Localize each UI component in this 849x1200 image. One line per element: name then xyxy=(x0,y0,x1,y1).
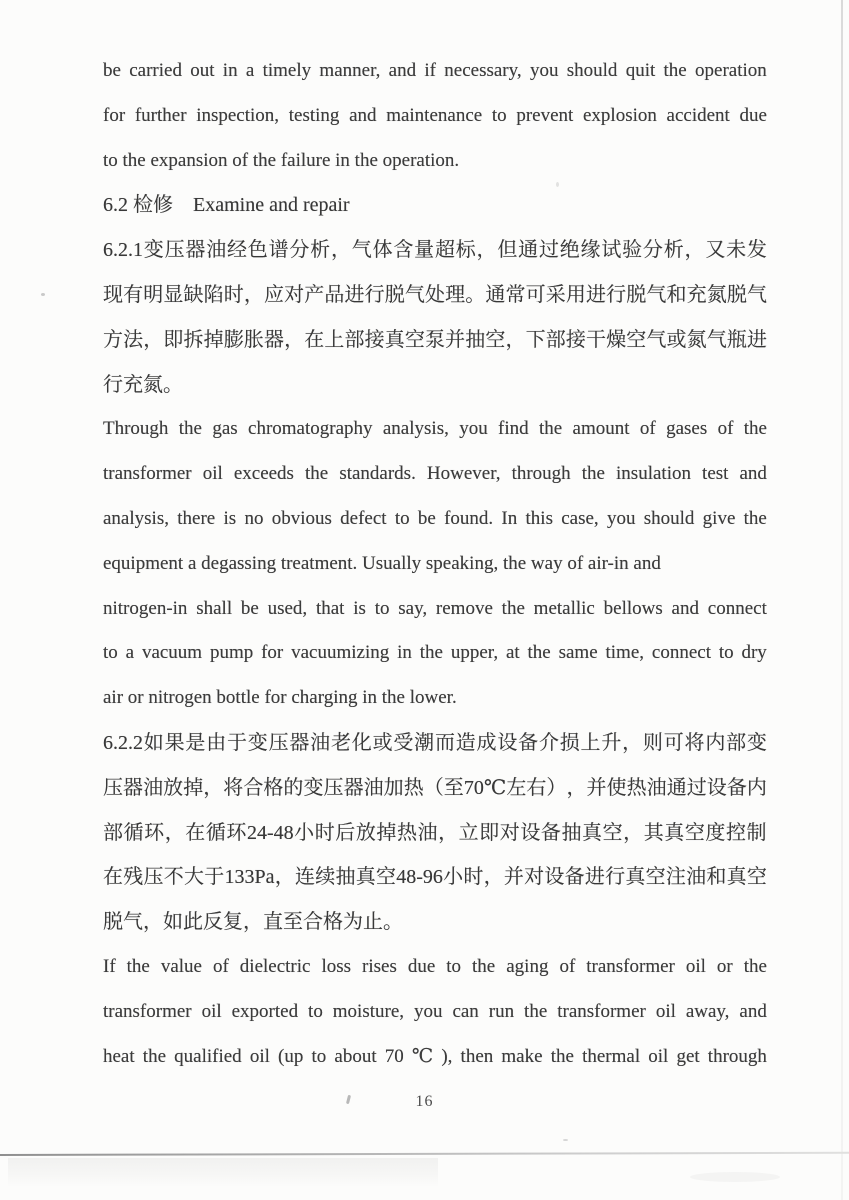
text-line: 6.2 检修 Examine and repair xyxy=(103,194,350,217)
page-number: 16 xyxy=(415,1093,434,1110)
text-line: 6.2.1 变 压 器 油 经 色 谱 分 析 ， 气 体 含 量 超 标 ， 但 通 过 绝 缘 试 验 分 析 ， 又 未 发 xyxy=(103,239,767,262)
paper-speck xyxy=(41,293,45,296)
text-line: transformer oil exceeds the standards. However, through the insulation test and xyxy=(103,463,767,485)
scan-smudge xyxy=(8,1158,438,1186)
text-line: heat the qualified oil (up to about 70 ℃ ), then make the thermal oil get through xyxy=(103,1045,767,1067)
text-line: analysis, there is no obvious defect to be found. In this case, you should give the xyxy=(103,507,767,529)
text-line: to the expansion of the failure in the operation. xyxy=(103,149,460,171)
text-line: transformer oil exported to moisture, you can run the transformer oil away, and xyxy=(103,1000,767,1022)
text-line: nitrogen-in shall be used, that is to say, remove the metallic bellows and connect xyxy=(103,597,767,619)
text-line: 压 器 油 放 掉 ， 将 合 格 的 变 压 器 油 加 热 （ 至 70 ℃ 左 右 ） ， 并 使 热 油 通 过 设 备 内 xyxy=(103,776,767,799)
text-line: be carried out in a timely manner, and if necessary, you should quit the operation xyxy=(103,60,767,81)
text-line: 行充氮。 xyxy=(103,373,183,396)
text-line: If the value of dielectric loss rises due to the aging of transformer oil or the xyxy=(103,955,767,977)
text-line: 6.2.2 如 果 是 由 于 变 压 器 油 老 化 或 受 潮 而 造 成 设 备 介 损 上 升 ， 则 可 将 内 部 变 xyxy=(103,731,767,754)
text-line: 在 残 压 不 大 于 133Pa ， 连 续 抽 真 空 48-96 小 时 ， 并 对 设 备 进 行 真 空 注 油 和 真 空 xyxy=(103,866,767,889)
text-line: for further inspection, testing and maintenance to prevent explosion accident due xyxy=(103,104,767,126)
text-line: to a vacuum pump for vacuumizing in the upper, at the same time, connect to dry xyxy=(103,642,767,664)
scan-bottom-edge-line xyxy=(0,1152,849,1156)
scan-page-right-edge xyxy=(841,0,843,1200)
text-line: Through the gas chromatography analysis, you find the amount of gases of the xyxy=(103,418,767,440)
text-line: equipment a degassing treatment. Usually speaking, the way of air-in and xyxy=(103,552,661,574)
text-line: 脱气，如此反复，直至合格为止。 xyxy=(103,911,403,934)
text-line: air or nitrogen bottle for charging in the lower. xyxy=(103,687,457,709)
paper-speck xyxy=(563,1139,568,1141)
text-line: 方 法 ， 即 拆 掉 膨 胀 器 ， 在 上 部 接 真 空 泵 并 抽 空 ， 下 部 接 干 燥 空 气 或 氮 气 瓶 进 xyxy=(103,328,767,351)
scan-smudge xyxy=(690,1172,780,1182)
text-line: 现 有 明 显 缺 陷 时 ， 应 对 产 品 进 行 脱 气 处 理 。 通 常 可 采 用 进 行 脱 气 和 充 氮 脱 气 xyxy=(103,283,767,306)
paper-speck xyxy=(556,182,559,187)
text-line: 部 循 环 ， 在 循 环 24-48 小 时 后 放 掉 热 油 ， 立 即 对 设 备 抽 真 空 ， 其 真 空 度 控 制 xyxy=(103,821,767,844)
text-block xyxy=(103,49,767,1079)
